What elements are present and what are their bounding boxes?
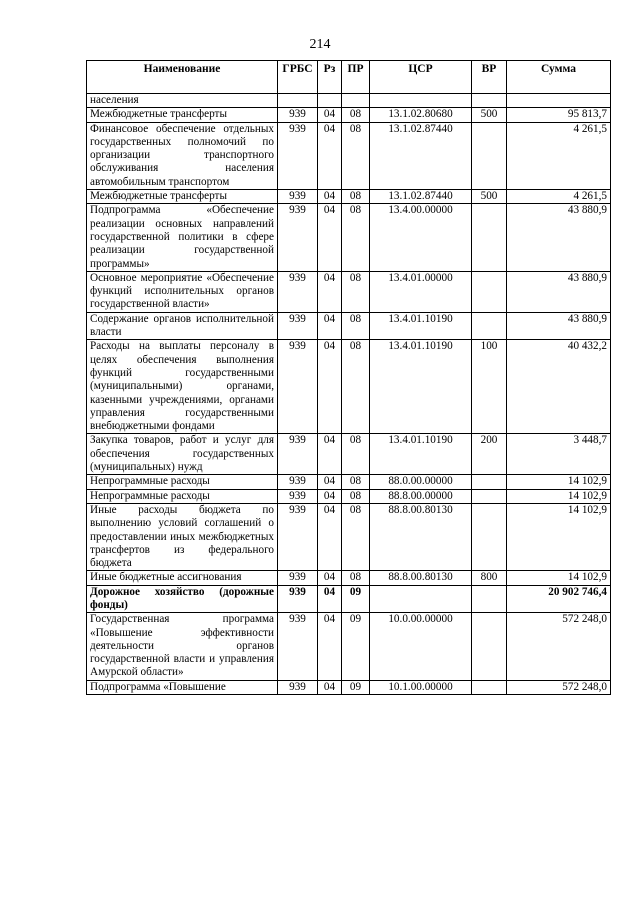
cell-pr: 08 [342,571,370,585]
cell-sum: 40 432,2 [507,340,611,434]
header-rz: Рз [318,61,342,94]
table-row [87,108,611,122]
table-row [87,571,611,585]
cell-sum: 20 902 746,4 [507,585,611,613]
cell-name: Государственная программа «Повышение эффективности деятельности органов государственной власти и управления Амурской области» [87,613,278,680]
cell-csr: 88.8.00.00000 [370,489,472,503]
cell-vr [472,489,507,503]
cell-rz: 04 [318,475,342,489]
cell-grbs: 939 [278,434,318,475]
cell-rz: 04 [318,190,342,204]
cell-sum: 572 248,0 [507,613,611,680]
table-row [87,475,611,489]
cell-pr: 08 [342,434,370,475]
cell-vr [472,122,507,189]
cell-name: Непрограммные расходы [87,489,278,503]
header-name: Наименование [87,61,278,94]
cell-rz: 04 [318,340,342,434]
cell-pr [342,94,370,108]
table-row [87,312,611,340]
cell-csr: 13.1.02.80680 [370,108,472,122]
header-sum: Сумма [507,61,611,94]
cell-vr [472,613,507,680]
cell-name: Финансовое обеспечение отдельных государственных полномочий по организации транспортного обслуживания населения автомобильным транспортом [87,122,278,189]
cell-vr [472,503,507,570]
cell-grbs: 939 [278,190,318,204]
cell-sum: 43 880,9 [507,312,611,340]
page-number: 214 [309,37,331,52]
table-row [87,434,611,475]
cell-rz: 04 [318,503,342,570]
cell-pr: 08 [342,489,370,503]
cell-grbs: 939 [278,680,318,694]
cell-sum: 95 813,7 [507,108,611,122]
cell-name: Подпрограмма «Повышение [87,680,278,694]
cell-pr: 08 [342,108,370,122]
cell-sum: 4 261,5 [507,122,611,189]
header-pr: ПР [342,61,370,94]
table-row [87,585,611,613]
cell-pr: 08 [342,475,370,489]
table-row [87,680,611,694]
header-vr: ВР [472,61,507,94]
cell-sum: 4 261,5 [507,190,611,204]
cell-pr: 08 [342,122,370,189]
cell-csr: 88.0.00.00000 [370,475,472,489]
cell-pr: 08 [342,190,370,204]
cell-csr: 13.4.01.00000 [370,271,472,312]
cell-csr [370,94,472,108]
cell-sum: 572 248,0 [507,680,611,694]
table-row [87,190,611,204]
cell-vr: 800 [472,571,507,585]
cell-rz: 04 [318,613,342,680]
header-grbs: ГРБС [278,61,318,94]
cell-vr: 200 [472,434,507,475]
cell-pr: 08 [342,271,370,312]
cell-pr: 08 [342,340,370,434]
cell-sum: 3 448,7 [507,434,611,475]
cell-vr: 500 [472,190,507,204]
cell-csr: 13.1.02.87440 [370,190,472,204]
cell-rz: 04 [318,680,342,694]
cell-csr: 13.1.02.87440 [370,122,472,189]
cell-name: Непрограммные расходы [87,475,278,489]
cell-pr: 09 [342,680,370,694]
table-header [87,61,611,94]
cell-vr: 100 [472,340,507,434]
cell-csr: 88.8.00.80130 [370,571,472,585]
cell-rz: 04 [318,271,342,312]
cell-rz: 04 [318,312,342,340]
cell-name: Межбюджетные трансферты [87,108,278,122]
cell-name: Расходы на выплаты персоналу в целях обеспечения выполнения функций государственными (муниципальными) органами, казенными учреждениями, органами управления государственными внебюджетными фондами [87,340,278,434]
cell-sum: 43 880,9 [507,271,611,312]
cell-grbs: 939 [278,108,318,122]
table-row [87,122,611,189]
cell-name: Межбюджетные трансферты [87,190,278,204]
cell-grbs: 939 [278,571,318,585]
cell-csr: 13.4.01.10190 [370,434,472,475]
cell-vr [472,680,507,694]
cell-name: Основное мероприятие «Обеспечение функций исполнительных органов государственной власти» [87,271,278,312]
cell-vr [472,204,507,271]
cell-sum: 43 880,9 [507,204,611,271]
budget-table [86,60,611,695]
cell-csr [370,585,472,613]
cell-sum: 14 102,9 [507,571,611,585]
header-csr: ЦСР [370,61,472,94]
cell-vr: 500 [472,108,507,122]
table-row [87,204,611,271]
cell-vr [472,312,507,340]
cell-name: Подпрограмма «Обеспечение реализации основных направлений государственной политики в сфере реализации государственной программы» [87,204,278,271]
cell-csr: 88.8.00.80130 [370,503,472,570]
cell-grbs: 939 [278,503,318,570]
table-body [87,94,611,695]
cell-grbs: 939 [278,312,318,340]
cell-pr: 08 [342,312,370,340]
table-row [87,489,611,503]
cell-grbs: 939 [278,340,318,434]
cell-grbs: 939 [278,475,318,489]
cell-pr: 09 [342,585,370,613]
cell-pr: 08 [342,503,370,570]
table-row [87,503,611,570]
cell-csr: 10.0.00.00000 [370,613,472,680]
cell-csr: 13.4.01.10190 [370,340,472,434]
cell-grbs: 939 [278,204,318,271]
cell-name: Дорожное хозяйство (дорожные фонды) [87,585,278,613]
cell-rz: 04 [318,489,342,503]
cell-rz: 04 [318,204,342,271]
cell-grbs: 939 [278,585,318,613]
cell-sum: 14 102,9 [507,489,611,503]
cell-name: Закупка товаров, работ и услуг для обеспечения государственных (муниципальных) нужд [87,434,278,475]
cell-rz: 04 [318,585,342,613]
cell-rz: 04 [318,434,342,475]
cell-csr: 13.4.01.10190 [370,312,472,340]
cell-pr: 08 [342,204,370,271]
cell-name: Содержание органов исполнительной власти [87,312,278,340]
table-row [87,340,611,434]
table-row [87,94,611,108]
cell-rz: 04 [318,571,342,585]
cell-pr: 09 [342,613,370,680]
cell-vr [472,475,507,489]
cell-rz [318,94,342,108]
cell-sum: 14 102,9 [507,503,611,570]
cell-name: населения [87,94,278,108]
cell-csr: 10.1.00.00000 [370,680,472,694]
cell-vr [472,585,507,613]
cell-grbs: 939 [278,271,318,312]
cell-csr: 13.4.00.00000 [370,204,472,271]
table-row [87,613,611,680]
cell-rz: 04 [318,108,342,122]
cell-rz: 04 [318,122,342,189]
cell-vr [472,271,507,312]
cell-vr [472,94,507,108]
cell-name: Иные бюджетные ассигнования [87,571,278,585]
cell-sum: 14 102,9 [507,475,611,489]
cell-grbs: 939 [278,613,318,680]
table-row [87,271,611,312]
cell-grbs: 939 [278,489,318,503]
cell-grbs: 939 [278,122,318,189]
cell-name: Иные расходы бюджета по выполнению условий соглашений о предоставлении иных межбюджетных трансфертов из федерального бюджета [87,503,278,570]
cell-grbs [278,94,318,108]
cell-sum [507,94,611,108]
